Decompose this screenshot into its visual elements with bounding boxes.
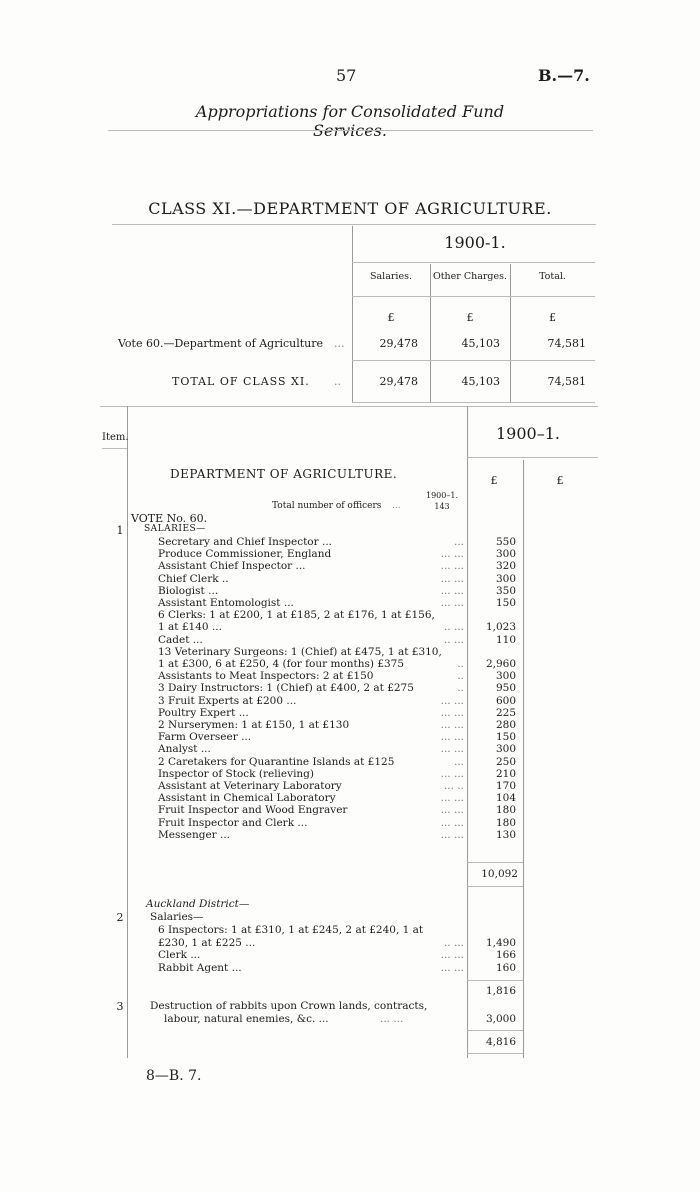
- header-rule: [108, 130, 593, 131]
- page-code: B.—7.: [538, 66, 590, 85]
- line-item: [158, 573, 464, 586]
- line-item-amount: 300: [495, 743, 516, 756]
- line-item-amount: 1,490: [485, 936, 516, 949]
- vote-number: VOTE No. 60.: [131, 512, 208, 525]
- line-item: [158, 792, 464, 805]
- line-item-label: Fruit Inspector and Clerk ...: [158, 816, 308, 829]
- line-item: [158, 780, 464, 793]
- line-item-amount: 280: [495, 719, 516, 731]
- col-other-charges: Other Charges.: [432, 271, 508, 282]
- line-item: [158, 682, 464, 695]
- line-item: [158, 646, 464, 659]
- total-rule: [467, 1053, 523, 1054]
- line-item-label: Secretary and Chief Inspector ...: [158, 536, 332, 548]
- vote-other-charges: 45,103: [461, 337, 500, 350]
- line-item: [158, 670, 464, 683]
- leader-dots: ...: [392, 501, 401, 511]
- line-item: [158, 695, 464, 708]
- summary-year: 1900-1.: [444, 233, 506, 252]
- line-item: [158, 817, 464, 830]
- line-item-amount: 180: [495, 816, 516, 829]
- line-item: [158, 829, 464, 842]
- officers-year: 1900–1.: [426, 491, 458, 500]
- officers-count: 143: [434, 502, 450, 511]
- unit-pound: £: [466, 311, 474, 324]
- subtotal-rule: [467, 886, 523, 887]
- line-item: [158, 962, 464, 975]
- line-item-amount: 250: [495, 755, 516, 768]
- line-item-label: 2 Caretakers for Quarantine Islands at £125: [158, 755, 395, 768]
- leader-dots: ... ...: [440, 584, 464, 597]
- officers-label: Total number of officers: [272, 501, 382, 511]
- leader-dots: ... ...: [440, 816, 464, 829]
- line-item-label: Analyst ...: [158, 743, 211, 756]
- leader-dots: ..: [457, 682, 464, 695]
- leader-dots: ... ...: [440, 961, 464, 974]
- class-title: CLASS XI.—DEPARTMENT OF AGRICULTURE.: [148, 199, 552, 218]
- line-item-label: 6 Inspectors: 1 at £310, 1 at £245, 2 at £240, 1 at: [158, 924, 424, 936]
- leader-dots: ...: [334, 337, 345, 350]
- leader-dots: ..: [334, 375, 341, 388]
- item3-description: Destruction of rabbits upon Crown lands, contracts,: [150, 1000, 428, 1012]
- line-item: [158, 937, 464, 950]
- item-header: Item.: [102, 432, 129, 443]
- line-item: [158, 585, 464, 598]
- line-item-amount: 300: [495, 572, 516, 585]
- leader-dots: ... ...: [440, 804, 464, 817]
- line-item-label: Rabbit Agent ...: [158, 961, 242, 974]
- subtotal-rule: [467, 862, 523, 863]
- total-label: TOTAL OF CLASS XI.: [172, 375, 310, 388]
- line-item: [158, 597, 464, 610]
- summary-bottom-rule: [352, 402, 595, 403]
- salaries-heading: SALARIES—: [144, 524, 206, 534]
- line-item: [158, 536, 464, 549]
- leader-dots: ... ...: [440, 731, 464, 744]
- subtotal-amount: 10,092: [481, 868, 518, 880]
- leader-dots: ... ..: [443, 780, 464, 792]
- leader-dots: ... ...: [440, 792, 464, 805]
- line-item-amount: 1,023: [485, 621, 516, 634]
- leader-dots: ... ...: [380, 1013, 404, 1025]
- line-item-amount: 2,960: [485, 658, 516, 670]
- leader-dots: ... ...: [440, 706, 464, 719]
- line-item-label: Poultry Expert ...: [158, 706, 249, 719]
- line-item-amount: 300: [495, 670, 516, 683]
- line-item-amount: 104: [495, 792, 516, 805]
- line-item-amount: 600: [495, 694, 516, 707]
- line-item: [158, 621, 464, 634]
- line-item-label: Assistants to Meat Inspectors: 2 at £150: [158, 670, 374, 683]
- total-other-charges: 45,103: [461, 375, 500, 388]
- line-item-amount: 210: [495, 767, 516, 780]
- line-item: [158, 634, 464, 647]
- col-salaries: Salaries.: [370, 271, 412, 282]
- leader-dots: ... ...: [440, 560, 464, 573]
- grand-total-amount: 4,816: [485, 1036, 516, 1048]
- line-item-label: 3 Dairy Instructors: 1 (Chief) at £400, 2 at £275: [158, 682, 414, 695]
- line-item-label: Assistant Entomologist ...: [158, 597, 294, 609]
- line-item-label: Farm Overseer ...: [158, 731, 252, 744]
- unit-pound: £: [490, 474, 498, 487]
- line-item-amount: 320: [495, 560, 516, 573]
- item-number: 3: [116, 1000, 124, 1013]
- line-item-label: 2 Nurserymen: 1 at £150, 1 at £130: [158, 719, 350, 731]
- unit-pound: £: [556, 474, 564, 487]
- leader-dots: ... ...: [440, 767, 464, 780]
- item-head-rule: [102, 448, 127, 449]
- subtotal-amount: 1,816: [485, 985, 516, 997]
- unit-pound: £: [387, 311, 395, 324]
- line-item: [158, 719, 464, 732]
- leader-dots: ..: [457, 670, 464, 683]
- amount-col-divider: [467, 406, 468, 1058]
- line-item: [158, 924, 464, 937]
- leader-dots: ... ...: [440, 572, 464, 585]
- col-total: Total.: [539, 271, 566, 282]
- line-item-amount: 166: [495, 949, 516, 961]
- line-item: [158, 768, 464, 781]
- line-item-amount: 225: [495, 706, 516, 719]
- line-item-amount: 130: [495, 828, 516, 841]
- line-item-label: Cadet ...: [158, 633, 203, 646]
- line-item-amount: 950: [495, 682, 516, 695]
- line-item-amount: 350: [495, 584, 516, 597]
- leader-dots: ... ...: [440, 828, 464, 841]
- line-item: [158, 756, 464, 769]
- item-col-divider: [127, 406, 128, 1058]
- leader-dots: ... ...: [440, 694, 464, 707]
- line-item-label: 1 at £140 ...: [158, 621, 222, 634]
- line-item-amount: 180: [495, 804, 516, 817]
- line-item: [158, 949, 464, 962]
- leader-dots: ..: [457, 658, 464, 670]
- leader-dots: ...: [453, 755, 464, 768]
- line-item-amount: 150: [495, 597, 516, 609]
- total-total: 74,581: [547, 375, 586, 388]
- leader-dots: ... ...: [440, 548, 464, 561]
- line-item-amount: 170: [495, 780, 516, 792]
- summary-total-rule: [352, 360, 595, 361]
- total-rule: [467, 1030, 523, 1031]
- line-item-label: Assistant Chief Inspector ...: [158, 560, 306, 573]
- line-item-label: Produce Commissioner, England: [158, 548, 332, 561]
- line-item-amount: 550: [495, 536, 516, 548]
- detail-year-rule: [467, 457, 598, 458]
- line-item-amount: 110: [495, 633, 516, 646]
- leader-dots: .. ...: [443, 936, 464, 949]
- line-item-label: 1 at £300, 6 at £250, 4 (for four months) £375: [158, 658, 405, 670]
- leader-dots: ... ...: [440, 743, 464, 756]
- item-number: 1: [116, 524, 124, 537]
- total-col-divider: [523, 460, 524, 1058]
- line-item: [158, 743, 464, 756]
- line-item: [158, 804, 464, 817]
- line-item-label: £230, 1 at £225 ...: [158, 936, 256, 949]
- line-item-label: Chief Clerk ..: [158, 572, 229, 585]
- auckland-heading: Auckland District—: [146, 898, 250, 910]
- total-salaries: 29,478: [379, 375, 418, 388]
- line-item-label: Fruit Inspector and Wood Engraver: [158, 804, 348, 817]
- leader-dots: ... ...: [440, 949, 464, 961]
- line-item: [158, 731, 464, 744]
- detail-year: 1900–1.: [496, 424, 560, 443]
- leader-dots: ... ...: [440, 719, 464, 731]
- line-item-label: 13 Veterinary Surgeons: 1 (Chief) at £475, 1 at £310,: [158, 645, 442, 658]
- unit-pound: £: [549, 311, 556, 324]
- line-item: [158, 560, 464, 573]
- summary-top-rule: [112, 224, 596, 225]
- line-item: [158, 658, 464, 671]
- subtotal-rule: [467, 980, 523, 981]
- line-item-label: Assistant in Chemical Laboratory: [158, 792, 336, 805]
- item-number: 2: [116, 911, 124, 924]
- leader-dots: ...: [453, 536, 464, 548]
- line-item-amount: 300: [495, 548, 516, 561]
- line-item-amount: 160: [495, 961, 516, 974]
- line-item-label: Messenger ...: [158, 828, 231, 841]
- line-item-amount: 150: [495, 731, 516, 744]
- item3-amount: 3,000: [485, 1013, 516, 1025]
- line-item-label: 6 Clerks: 1 at £200, 1 at £185, 2 at £176, 1 at £156,: [158, 609, 435, 622]
- line-item: [158, 707, 464, 720]
- vote-salaries: 29,478: [379, 337, 418, 350]
- line-item: [158, 609, 464, 622]
- vote-label: Vote 60.—Department of Agriculture: [118, 337, 324, 350]
- line-item-label: 3 Fruit Experts at £200 ...: [158, 694, 297, 707]
- line-item-label: Clerk ...: [158, 949, 201, 961]
- line-item-label: Inspector of Stock (relieving): [158, 767, 315, 780]
- line-item-label: Assistant at Veterinary Laboratory: [158, 780, 342, 792]
- leader-dots: .. ...: [443, 633, 464, 646]
- leader-dots: .. ...: [443, 621, 464, 634]
- line-item: [158, 548, 464, 561]
- summary-year-rule: [352, 262, 595, 263]
- vote-total: 74,581: [547, 337, 586, 350]
- auckland-salaries-heading: Salaries—: [150, 911, 204, 923]
- department-title: DEPARTMENT OF AGRICULTURE.: [170, 467, 398, 481]
- running-title: Appropriations for Consolidated Fund Services.: [195, 102, 505, 140]
- leader-dots: ... ...: [440, 597, 464, 609]
- detail-top-rule: [100, 406, 598, 407]
- page-number: 57: [336, 66, 357, 85]
- summary-head-rule: [352, 296, 595, 297]
- footer-signature: 8—B. 7.: [146, 1068, 202, 1084]
- line-item-label: Biologist ...: [158, 584, 219, 597]
- item3-description-cont: labour, natural enemies, &c. ...: [164, 1013, 329, 1025]
